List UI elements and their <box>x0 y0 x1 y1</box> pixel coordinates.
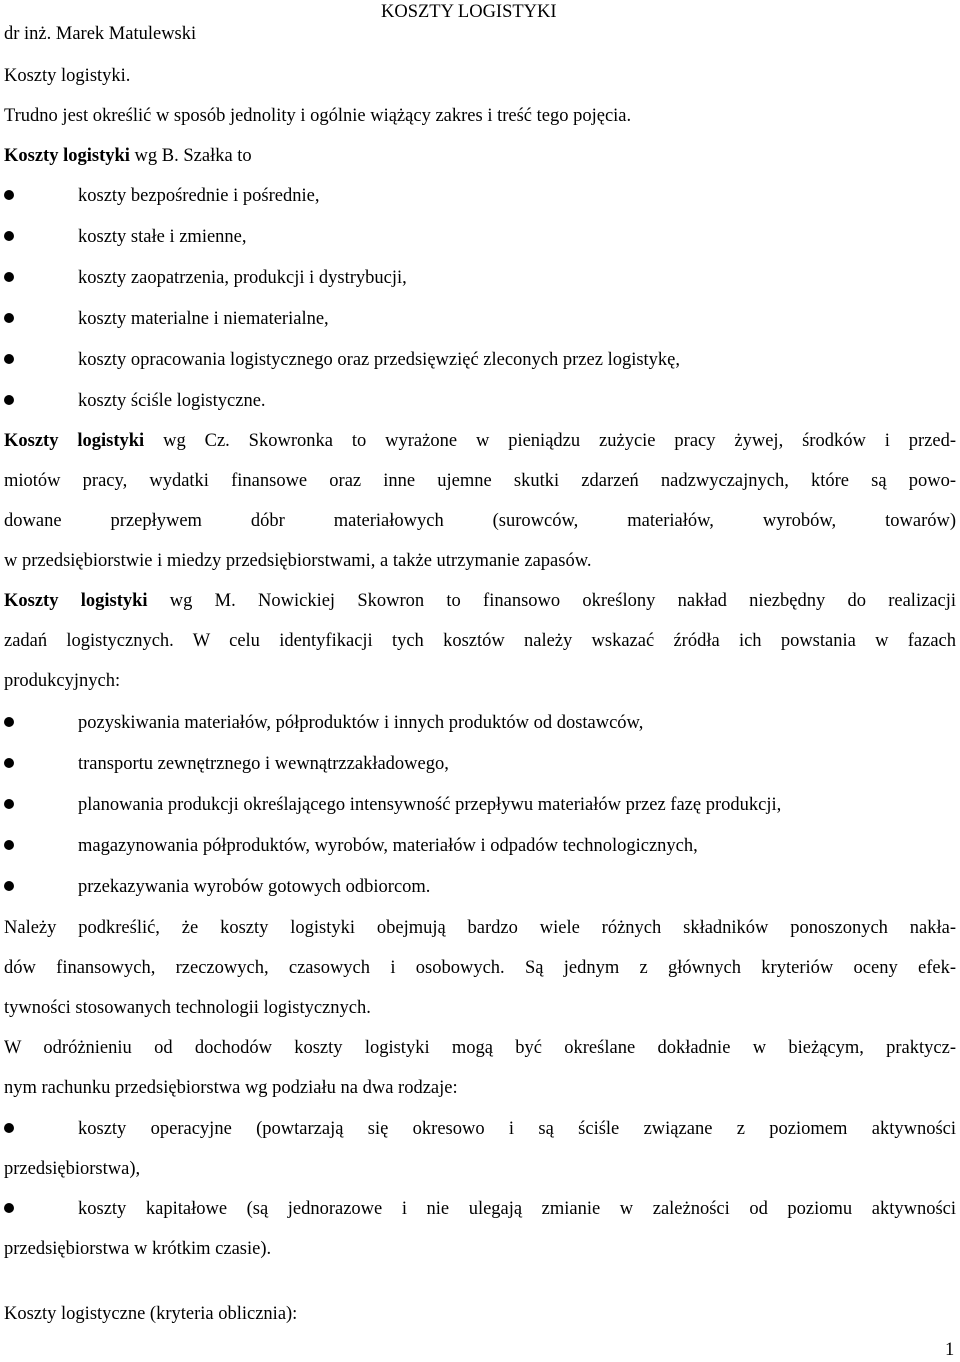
section-heading: Koszty logistyki. <box>4 66 131 86</box>
definition-text: wg B. Szałka to <box>129 146 252 166</box>
paragraph-line: zadań logistycznych. W celu identyfikacji tych kosztów należy wskazać źródła ich powstania w fazach <box>4 631 956 651</box>
list-item: koszty operacyjne (powtarzają się okresowo i są ściśle związane z poziomem aktywności <box>78 1119 956 1139</box>
bullet-icon <box>4 272 14 282</box>
bullet-icon <box>4 758 14 768</box>
list-item: planowania produkcji określającego intensywność przepływu materiałów przez fazę produkcji, <box>78 795 782 815</box>
list-item: koszty stałe i zmienne, <box>78 227 247 247</box>
bullet-icon <box>4 395 14 405</box>
bullet-icon <box>4 313 14 323</box>
term-bold: Koszty logistyki <box>4 591 148 611</box>
list-item: koszty zaopatrzenia, produkcji i dystrybucji, <box>78 268 407 288</box>
header-title: KOSZTY LOGISTYKI <box>381 2 557 22</box>
term-bold: Koszty logistyki <box>4 431 145 451</box>
list-item: koszty materialne i niematerialne, <box>78 309 329 329</box>
author-name: dr inż. Marek Matulewski <box>4 24 197 44</box>
list-item: przekazywania wyrobów gotowych odbiorcom. <box>78 877 431 897</box>
paragraph-line: dów finansowych, rzeczowych, czasowych i osobowych. Są jednym z głównych kryteriów oceny efek- <box>4 958 956 978</box>
paragraph-line: w przedsiębiorstwie i miedzy przedsiębiorstwami, a także utrzymanie zapasów. <box>4 551 592 571</box>
intro-paragraph: Trudno jest określić w sposób jednolity i ogólnie wiążący zakres i treść tego pojęcia. <box>4 106 632 126</box>
bullet-icon <box>4 717 14 727</box>
list-item: koszty bezpośrednie i pośrednie, <box>78 186 320 206</box>
bullet-icon <box>4 799 14 809</box>
paragraph-line <box>4 432 956 451</box>
szalka-definition <box>4 147 956 166</box>
paragraph-line: produkcyjnych: <box>4 671 121 691</box>
page-number: 1 <box>945 1340 955 1360</box>
line-text: wg Cz. Skowronka to wyrażone w pieniądzu zużycie pracy żywej, środków i przed- <box>144 431 957 451</box>
paragraph-line: dowane przepływem dóbr materiałowych (surowców, materiałów, wyrobów, towarów) <box>4 511 956 531</box>
bullet-icon <box>4 354 14 364</box>
bullet-icon <box>4 1203 14 1213</box>
term-bold: Koszty logistyki <box>4 146 130 166</box>
bullet-icon <box>4 840 14 850</box>
paragraph-line <box>4 592 956 611</box>
paragraph-line: miotów pracy, wydatki finansowe oraz inne ujemne skutki zdarzeń nadzwyczajnych, które są powo- <box>4 471 956 491</box>
list-item: koszty opracowania logistycznego oraz przedsięwzięć zleconych przez logistykę, <box>78 350 681 370</box>
list-item: magazynowania półproduktów, wyrobów, materiałów i odpadów technologicznych, <box>78 836 698 856</box>
list-item-continuation: przedsiębiorstwa w krótkim czasie). <box>4 1239 272 1259</box>
bullet-icon <box>4 881 14 891</box>
list-item: koszty ściśle logistyczne. <box>78 391 266 411</box>
paragraph-line: Należy podkreślić, że koszty logistyki obejmują bardzo wiele różnych składników ponoszonych nakła- <box>4 918 956 938</box>
bullet-icon <box>4 231 14 241</box>
list-item-continuation: przedsiębiorstwa), <box>4 1159 141 1179</box>
footer-note: Koszty logistyczne (kryteria oblicznia): <box>4 1304 298 1324</box>
bullet-icon <box>4 1123 14 1133</box>
bullet-icon <box>4 190 14 200</box>
line-text: wg M. Nowickiej Skowron to finansowo określony nakład niezbędny do realizacji <box>147 591 957 611</box>
paragraph-line: nym rachunku przedsiębiorstwa wg podziału na dwa rodzaje: <box>4 1078 458 1098</box>
list-item: koszty kapitałowe (są jednorazowe i nie ulegają zmianie w zależności od poziomu aktywności <box>78 1199 956 1219</box>
list-item: pozyskiwania materiałów, półproduktów i innych produktów od dostawców, <box>78 713 644 733</box>
paragraph-line: W odróżnieniu od dochodów koszty logistyki mogą być określane dokładnie w bieżącym, praktycz- <box>4 1038 956 1058</box>
paragraph-line: tywności stosowanych technologii logistycznych. <box>4 998 371 1018</box>
list-item: transportu zewnętrznego i wewnątrzzakładowego, <box>78 754 449 774</box>
